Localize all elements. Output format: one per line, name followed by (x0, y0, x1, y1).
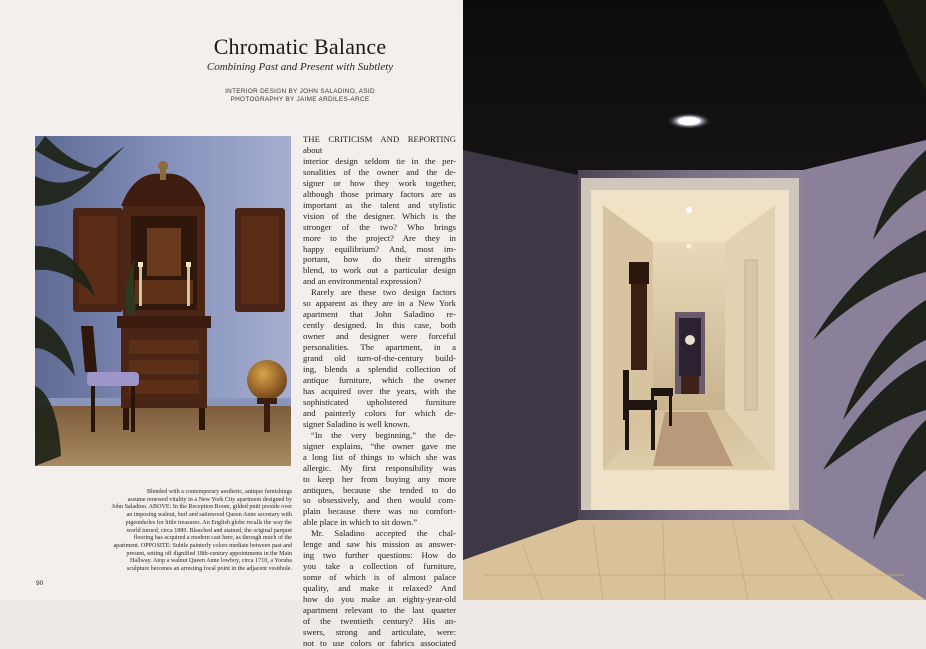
caption-line: flooring has acquired a modern cast here, as through much of the (133, 535, 292, 542)
body-line: signer explains, “the owner gave me (303, 440, 456, 451)
caption-line: an imposing walnut, burl and satinwood Queen Anne secretary with (126, 512, 292, 519)
body-line: more to the project? Are they in (303, 232, 456, 243)
body-line: of the twentieth century? His an- (303, 615, 456, 626)
caption-line: sculpture becomes an arresting focal point in the adjacent vestibule. (126, 566, 292, 573)
caption-line: pigeonholes for little treasures. An English globe recalls the way the (125, 519, 292, 526)
caption-line: world turned, circa 1880. Bleached and stained, the original parquet (126, 527, 292, 534)
body-line: antiques, because she tended to do (303, 484, 456, 495)
body-line: grand old turn-of-the-century build- (303, 353, 456, 364)
reception-room-photo (35, 136, 291, 466)
caption-line: Blended with a contemporary aesthetic, antique furnishings (146, 489, 292, 495)
body-line: Rarely are these two design factors (311, 287, 456, 298)
body-line: vision of the designer. Which is the (303, 210, 456, 221)
body-line: a long list of things to which she was (303, 451, 456, 462)
body-line: THE CRITICISM AND REPORTING about (303, 134, 456, 155)
design-credit: INTERIOR DESIGN BY JOHN SALADINO, ASID (225, 88, 375, 95)
body-line: so obsessively, and then would com- (303, 495, 456, 506)
main-hallway-illustration (463, 0, 926, 600)
body-line: able place in which to sit down.” (303, 517, 418, 528)
photo-caption (84, 489, 292, 574)
body-line: owner and designer were forceful (303, 331, 456, 342)
body-line: signer Saladino is well known. (303, 418, 410, 429)
caption-line: apartment. OPPOSITE: Subtle painterly colors mediate between past and (113, 542, 292, 549)
body-line: although those primary factors are as (303, 188, 456, 199)
body-line: plain because there was no comfort- (303, 506, 456, 517)
body-line: blend, to work out a particular design (303, 265, 456, 276)
caption-line: present, setting off dignified 18th-century appointments in the Main (126, 550, 292, 557)
body-line: sophisticated upholstered furniture (303, 396, 456, 407)
article-body-column (303, 134, 456, 649)
caption-line: Hallway. Atop a walnut Queen Anne lowboy, circa 1710, a Yoruba (129, 558, 292, 565)
body-line: apartment relevant to the last quarter (303, 604, 456, 615)
body-line: stronger of the two? Who brings (303, 221, 456, 232)
body-line: to keep her from buying any more (303, 473, 456, 484)
body-line: “In the very beginning,” the de- (311, 429, 456, 440)
body-line: so apparent as they are in a New York (303, 298, 456, 309)
body-line: antique furniture, which the owner (303, 374, 456, 385)
body-line: you take a collection of furniture, (303, 561, 456, 572)
left-page (0, 0, 463, 648)
body-line: ing, blends a splendid collection of (303, 364, 456, 375)
body-line: happy equilibrium? And, most im- (303, 243, 456, 254)
body-line: and painterly colors for which de- (303, 407, 456, 418)
body-line: some of which is of almost palace (303, 572, 456, 583)
body-line: not to use colors or fabrics associated (303, 637, 456, 648)
body-line: cently designed. In this case, both (303, 320, 456, 331)
body-line: swers, strong and articulate, were: (303, 626, 456, 637)
body-line: important as the talent and stylistic (303, 199, 456, 210)
body-line: signer or how they work together, (303, 177, 456, 188)
body-line: personalities. The apartment, in a (303, 342, 456, 353)
body-line: apartment that John Saladino re- (303, 309, 456, 320)
page-number: 90 (36, 580, 44, 587)
body-line: lenge and saw his mission as answer- (303, 539, 456, 550)
body-line: allergic. My first responsibility was (303, 462, 456, 473)
article-subtitle: Combining Past and Present with Subtlety (206, 61, 394, 73)
body-line: has acquired over the years, with the (303, 385, 456, 396)
body-line: Mr. Saladino accepted the chal- (311, 528, 456, 539)
article-title: Chromatic Balance (213, 34, 387, 59)
body-line: portant, how do their strengths (303, 254, 456, 265)
hallway-photo (463, 0, 926, 600)
body-line: how do you make an eighty-year-old (303, 594, 456, 605)
body-line: and an environmental expression? (303, 276, 422, 287)
body-line: quality, and make it relaxed? And (303, 583, 456, 594)
caption-line: assume renewed vitality in a New York City apartment designed by (127, 496, 292, 503)
body-line: interior design seldom tie in the per- (303, 155, 456, 166)
body-line: ing two further questions: How do (303, 550, 456, 561)
photo-credit: PHOTOGRAPHY BY JAIME ARDILES-ARCE (230, 96, 370, 103)
reception-room-illustration (35, 136, 291, 466)
caption-line: John Saladino. ABOVE: In the Reception Room, gilded putti preside over (111, 504, 292, 511)
body-line: sonalities of the owner and the de- (303, 166, 456, 177)
